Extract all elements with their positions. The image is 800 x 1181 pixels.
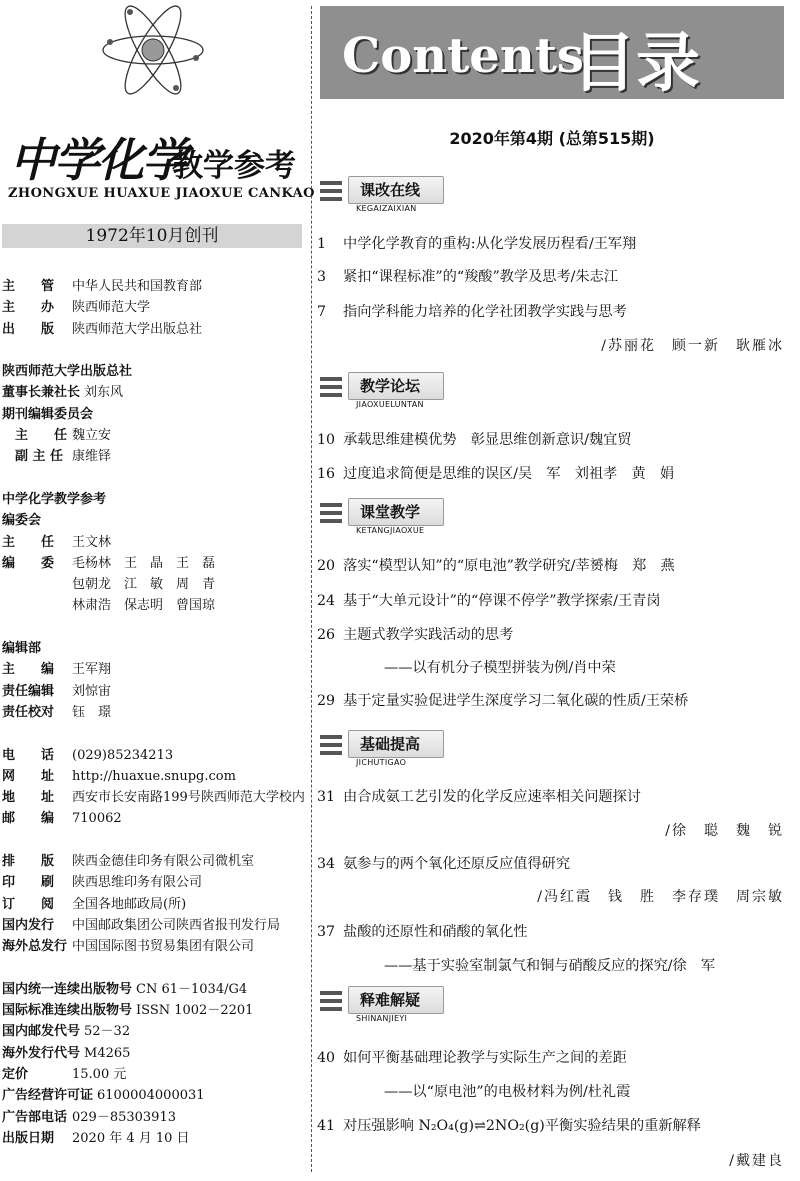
info-label: 编辑部 — [2, 641, 42, 657]
info-value: 029－85303913 — [72, 1109, 176, 1125]
info-row — [2, 340, 305, 361]
info-value: 中国国际图书贸易集团有限公司 — [72, 939, 255, 955]
info-row — [2, 595, 305, 616]
toc-author: /冯红霞 钱 胜 李存璞 周宗敏 — [537, 889, 784, 905]
info-label: 海外总发行 — [2, 939, 68, 955]
info-row — [2, 1107, 305, 1128]
section-stripes-icon — [320, 990, 342, 1012]
info-label: 陕西师范大学出版总社 — [2, 364, 133, 380]
info-row — [2, 361, 305, 382]
info-row — [2, 297, 305, 318]
section-pinyin: JIAOXUELUNTAN — [356, 400, 424, 409]
info-value: http://huaxue.snupg.com — [72, 768, 236, 784]
info-value: 钰 璟 — [72, 704, 112, 720]
info-value: 魏立安 — [72, 428, 112, 444]
info-row — [2, 404, 305, 425]
info-row — [2, 1064, 305, 1085]
toc-author: /戴建良 — [729, 1153, 784, 1169]
section-stripes-icon — [320, 376, 342, 398]
toc-entry[interactable]: 34 氨参与的两个氧化还原反应值得研究 — [317, 856, 571, 872]
info-label: 订 阅 — [2, 896, 55, 912]
toc-entry[interactable]: 7 指向学科能力培养的化学社团教学实践与思考 — [317, 304, 627, 320]
info-label: 出版日期 — [2, 1130, 55, 1146]
info-value: 王军翔 — [72, 662, 112, 678]
section-pinyin: JICHUTIGAO — [356, 758, 407, 767]
toc-entry[interactable]: 41 对压强影响 N₂O₄(g)⇌2NO₂(g)平衡实验结果的重新解释 — [317, 1118, 701, 1134]
info-value: 中国邮政集团公司陕西省报刊发行局 — [72, 917, 281, 933]
section-header — [320, 176, 444, 214]
info-label: 责任校对 — [2, 704, 55, 720]
info-value: 包朝龙 江 敏 周 青 — [72, 577, 216, 593]
info-label: 董事长兼社长 — [2, 385, 81, 401]
journal-title-suffix: 教学参考 — [172, 148, 296, 184]
info-row — [2, 468, 305, 489]
section-title: 教学论坛 — [360, 377, 421, 395]
section-pinyin: KETANGJIAOXUE — [356, 526, 425, 535]
toc-subtitle: ——基于实验室制氯气和铜与硝酸反应的探究/徐 军 — [384, 958, 716, 974]
toc-entry[interactable]: 10 承载思维建模优势 彰显思维创新意识/魏宜贸 — [317, 432, 632, 448]
info-value: (029)85234213 — [72, 747, 174, 763]
toc-author: /苏丽花 顾一新 耿雁冰 — [601, 338, 784, 354]
info-row — [2, 638, 305, 659]
info-row — [2, 382, 305, 403]
atom-logo-icon — [100, 2, 206, 98]
info-label: 电 话 — [2, 747, 55, 763]
toc-entry[interactable]: 16 过度追求简便是思维的误区/吴 军 刘祖孝 黄 娟 — [317, 466, 675, 482]
info-value: 康维铎 — [72, 449, 112, 465]
info-row — [2, 1085, 305, 1106]
info-row — [2, 1043, 305, 1064]
info-label: 国际标准连续出版物号 — [2, 1003, 133, 1019]
info-label: 邮 编 — [2, 811, 55, 827]
info-row — [2, 915, 305, 936]
toc-entry[interactable]: 20 落实“模型认知”的“原电池”教学研究/莘赟梅 郑 燕 — [317, 558, 675, 574]
info-row — [2, 958, 305, 979]
founded-date: 1972年10月创刊 — [2, 224, 302, 248]
toc-entry[interactable]: 29 基于定量实验促进学生深度学习二氧化碳的性质/王荣桥 — [317, 693, 689, 709]
info-row — [2, 723, 305, 744]
info-value: 中华人民共和国教育部 — [72, 279, 203, 294]
info-label: 主 任 — [2, 428, 68, 444]
contents-banner — [320, 6, 784, 99]
info-value: 2020 年 4 月 10 日 — [72, 1130, 190, 1146]
info-row — [2, 1128, 305, 1149]
banner-english: Contents — [342, 28, 584, 84]
info-row — [2, 510, 305, 531]
info-row — [2, 532, 305, 553]
info-value: ISSN 1002－2201 — [136, 1003, 254, 1019]
info-value: 陕西师范大学出版总社 — [72, 321, 203, 337]
info-value: 陕西师范大学 — [72, 300, 151, 316]
info-row — [2, 808, 305, 829]
info-value: M4265 — [84, 1045, 131, 1061]
info-row — [2, 446, 305, 467]
section-title: 课改在线 — [360, 181, 421, 199]
info-row — [2, 681, 305, 702]
section-pinyin: SHINANJIEYI — [356, 1014, 408, 1023]
toc-author: /徐 聪 魏 锐 — [665, 823, 784, 839]
info-row — [2, 702, 305, 723]
info-row — [2, 979, 305, 1000]
info-label: 主 任 — [2, 534, 55, 550]
section-stripes-icon — [320, 734, 342, 756]
info-label: 期刊编辑委员会 — [2, 406, 94, 422]
info-value: 林肃浩 保志明 曾国琼 — [72, 598, 216, 614]
column-divider — [311, 6, 312, 1172]
section-header — [320, 986, 444, 1024]
info-value: 刘东风 — [84, 385, 124, 401]
info-label: 主 编 — [2, 662, 55, 678]
journal-title-latin: ZHONGXUE HUAXUE JIAOXUE CANKAO — [8, 186, 315, 201]
info-label: 广告部电话 — [2, 1109, 68, 1125]
toc-entry[interactable]: 37 盐酸的还原性和硝酸的氧化性 — [317, 924, 528, 940]
info-value: 西安市长安南路199号陕西师范大学校内 — [72, 790, 305, 806]
info-row — [2, 1000, 305, 1021]
info-label: 网 址 — [2, 768, 55, 784]
section-title: 课堂教学 — [360, 503, 421, 521]
info-label: 排 版 — [2, 854, 55, 870]
info-label: 编 委 — [2, 555, 55, 571]
info-label: 国内发行 — [2, 917, 55, 933]
info-row — [2, 319, 305, 340]
section-title: 释难解疑 — [360, 991, 421, 1009]
section-stripes-icon — [320, 180, 342, 202]
info-value: 710062 — [72, 811, 122, 827]
info-row — [2, 766, 305, 787]
info-value: 刘惊宙 — [72, 683, 112, 699]
info-label: 出 版 — [2, 321, 55, 337]
toc-subtitle: ——以“原电池”的电极材料为例/杜礼霞 — [384, 1084, 631, 1100]
info-row — [2, 553, 305, 574]
info-label: 中学化学教学参考 — [2, 491, 107, 507]
info-label: 副 主 任 — [2, 449, 64, 465]
info-row — [2, 936, 305, 957]
toc-entry[interactable]: 3 紧扣“课程标准”的“羧酸”教学及思考/朱志江 — [317, 269, 618, 285]
info-label: 海外发行代号 — [2, 1045, 81, 1061]
info-row — [2, 894, 305, 915]
section-header — [320, 498, 444, 536]
toc-entry[interactable]: 40 如何平衡基础理论教学与实际生产之间的差距 — [317, 1050, 627, 1066]
info-row — [2, 851, 305, 872]
info-value: 王文林 — [72, 534, 112, 550]
toc-subtitle: ——以有机分子模型拼装为例/肖中荣 — [384, 660, 616, 676]
section-header — [320, 372, 444, 410]
info-row — [2, 276, 305, 297]
journal-title-calligraphy: 中学化学 — [10, 133, 186, 187]
info-row — [2, 830, 305, 851]
info-row — [2, 425, 305, 446]
info-label: 责任编辑 — [2, 683, 55, 699]
info-label: 主 办 — [2, 300, 55, 316]
info-label: 定价 — [2, 1066, 29, 1082]
toc-entry[interactable]: 1 中学化学教育的重构:从化学发展历程看/王军翔 — [317, 236, 637, 252]
info-value: 陕西思维印务有限公司 — [72, 875, 203, 891]
publisher-info — [2, 276, 305, 1149]
info-value: 陕西金德佳印务有限公司微机室 — [72, 854, 255, 870]
info-row — [2, 745, 305, 766]
info-value: 15.00 元 — [72, 1066, 127, 1082]
info-label: 主 管 — [2, 279, 55, 294]
info-value: 毛杨林 王 晶 王 磊 — [72, 555, 216, 571]
info-value: CN 61－1034/G4 — [136, 981, 248, 997]
issue-number: 2020年第4期 (总第515期) — [449, 129, 655, 148]
toc-entry[interactable]: 31 由合成氨工艺引发的化学反应速率相关问题探讨 — [317, 789, 641, 805]
masthead-column — [0, 0, 315, 1181]
info-label: 印 刷 — [2, 875, 55, 891]
info-value: 6100004000031 — [97, 1088, 205, 1104]
section-stripes-icon — [320, 502, 342, 524]
info-row — [2, 787, 305, 808]
toc-entry[interactable]: 24 基于“大单元设计”的“停课不停学”教学探索/王青岗 — [317, 593, 661, 609]
info-row — [2, 659, 305, 680]
info-row — [2, 489, 305, 510]
banner-chinese: 目录 — [572, 27, 700, 101]
info-value: 52－32 — [84, 1024, 131, 1040]
info-row — [2, 574, 305, 595]
info-label: 编委会 — [2, 513, 42, 529]
toc-entry[interactable]: 26 主题式教学实践活动的思考 — [317, 627, 514, 643]
info-label: 国内统一连续出版物号 — [2, 981, 133, 997]
info-row — [2, 872, 305, 893]
info-row — [2, 1021, 305, 1042]
info-row — [2, 617, 305, 638]
info-label: 国内邮发代号 — [2, 1024, 81, 1040]
section-pinyin: KEGAIZAIXIAN — [356, 204, 417, 213]
section-title: 基础提高 — [360, 735, 421, 753]
info-label: 地 址 — [2, 790, 55, 806]
info-label: 广告经营许可证 — [2, 1088, 94, 1104]
section-header — [320, 730, 444, 768]
info-value: 全国各地邮政局(所) — [72, 896, 187, 912]
